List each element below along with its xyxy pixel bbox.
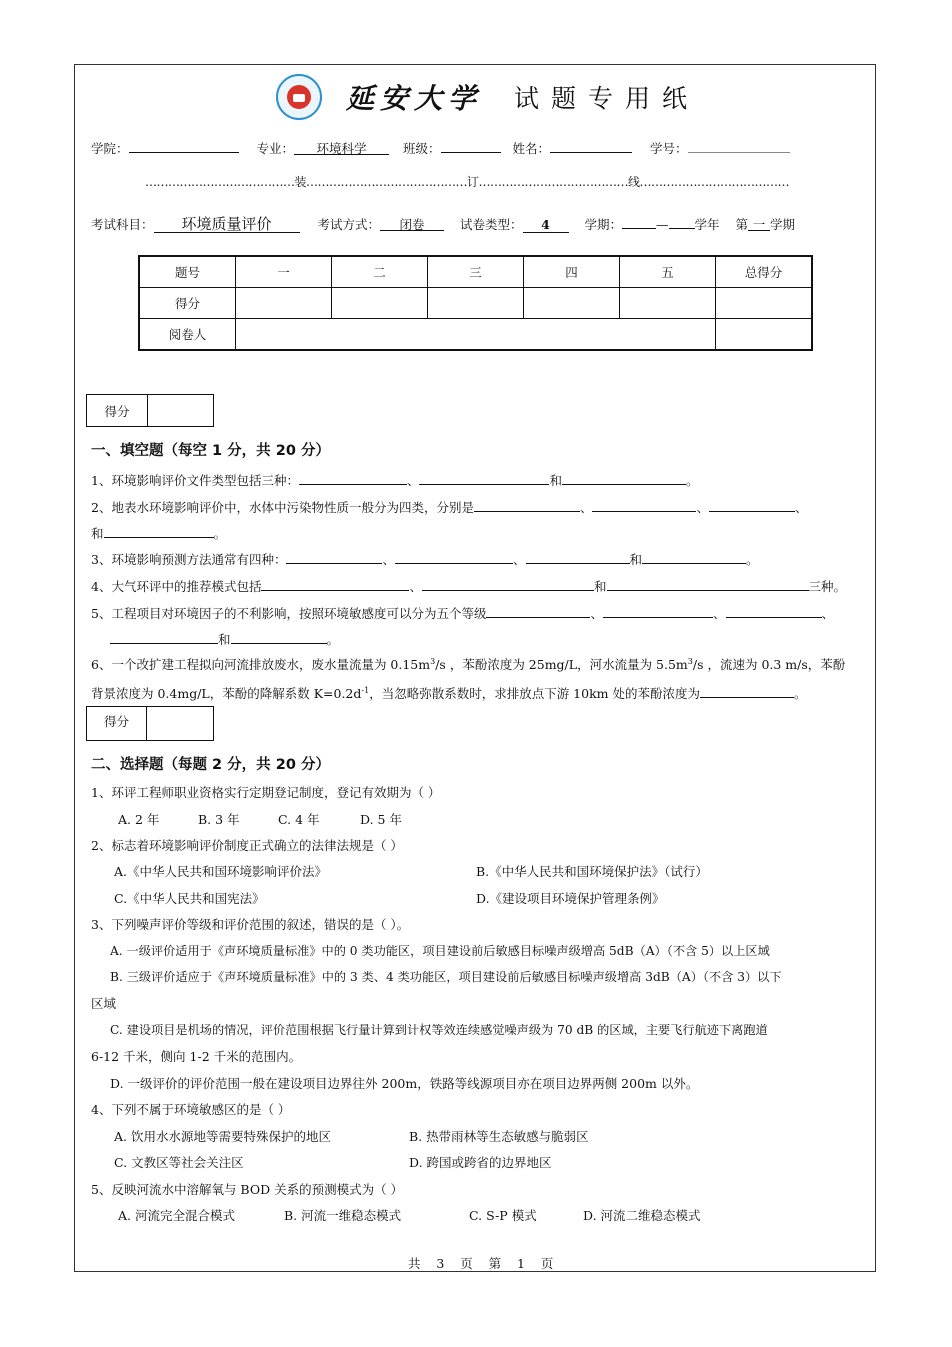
header-cell: 一 [236, 256, 332, 288]
score-table [138, 255, 813, 351]
option[interactable]: B. 三级评价适应于《声环境质量标准》中的 3 类、4 类功能区，项目建设前后敏感目标噪声级增高 3dB（A）（不含 3）以下 [110, 970, 782, 984]
term-year-start-field[interactable] [622, 213, 656, 229]
exam-info-row: 考试科目： 环境质量评价 考试方式： 闭卷 试卷类型： 4 学期： — 学年 第 一 学期 [91, 215, 796, 233]
subject-label: 考试科目： [91, 217, 154, 232]
score-box-label: 得分 [87, 395, 148, 426]
term-label: 学期： [584, 217, 623, 232]
blank[interactable] [486, 602, 590, 618]
university-logo-icon [276, 74, 322, 120]
choice-question-5: 5、反映河流水中溶解氧与 BOD 关系的预测模式为（ ） [91, 1182, 404, 1197]
option[interactable]: C.《中华人民共和国宪法》 [114, 891, 265, 906]
student-id-field[interactable] [688, 137, 790, 153]
student-id-label: 学号： [650, 141, 688, 156]
choice-question-2: 2、标志着环境影响评价制度正式确立的法律法规是（ ） [91, 838, 403, 853]
option[interactable]: A. 河流完全混合模式 [118, 1208, 235, 1223]
fill-question-1: 1、环境影响评价文件类型包括三种： 、 和 。 [91, 469, 699, 489]
subject-field: 环境质量评价 [154, 213, 300, 233]
blank[interactable] [110, 628, 218, 644]
choice-question-3: 3、下列噪声评价等级和评价范围的叙述，错误的是（ ）。 [91, 917, 410, 932]
score-cell[interactable] [620, 288, 716, 319]
option[interactable]: B. 热带雨林等生态敏感与脆弱区 [409, 1129, 589, 1144]
option[interactable]: B. 3 年 [198, 812, 240, 827]
fill-question-5-cont: 和 。 [110, 628, 339, 648]
grader-total-cell[interactable] [716, 319, 813, 351]
row-label: 阅卷人 [139, 319, 236, 351]
student-info-row [91, 137, 790, 157]
class-field[interactable] [441, 137, 501, 153]
total-score-cell[interactable] [716, 288, 813, 319]
blank[interactable] [419, 469, 549, 485]
option[interactable]: A. 饮用水水源地等需要特殊保护的地区 [114, 1129, 331, 1144]
score-box-field[interactable] [147, 707, 213, 740]
header-cell: 二 [332, 256, 428, 288]
fill-question-3: 3、环境影响预测方法通常有四种： 、 、 和 。 [91, 548, 759, 568]
name-field[interactable] [550, 137, 632, 153]
option-cont: 6-12 千米，侧向 1-2 千米的范围内。 [91, 1049, 302, 1064]
blank[interactable] [592, 496, 696, 512]
grader-cell[interactable] [236, 319, 716, 351]
score-cell[interactable] [428, 288, 524, 319]
blank[interactable] [607, 575, 809, 591]
section1-score-box [86, 394, 214, 427]
blank[interactable] [642, 548, 746, 564]
header-cell: 题号 [139, 256, 236, 288]
table-row [139, 319, 812, 351]
page-footer: 共 3 页 第 1 页 [408, 1256, 554, 1271]
score-cell[interactable] [524, 288, 620, 319]
section2-title: 二、选择题（每题 2 分，共 20 分） [91, 757, 330, 773]
blank[interactable] [395, 548, 513, 564]
choice-question-1: 1、环评工程师职业资格实行定期登记制度，登记有效期为（ ） [91, 785, 441, 800]
blank[interactable] [603, 602, 713, 618]
score-box-label: 得分 [87, 707, 147, 740]
blank[interactable] [261, 575, 409, 591]
blank[interactable] [700, 682, 794, 698]
term-year-end-field[interactable] [669, 213, 695, 229]
option[interactable]: A. 2 年 [118, 812, 160, 827]
option-cont: 区域 [91, 996, 117, 1011]
table-row [139, 288, 812, 319]
blank[interactable] [474, 496, 580, 512]
blank[interactable] [231, 628, 327, 644]
section1-title: 一、填空题（每空 1 分，共 20 分） [91, 443, 330, 459]
option[interactable]: D. 跨国或跨省的边界地区 [409, 1155, 552, 1170]
method-label: 考试方式： [317, 217, 381, 232]
option[interactable]: C. 建设项目是机场的情况，评价范围根据飞行量计算到计权等效连续感觉噪声级为 70 dB 的区域，主要飞行航迹下离跑道 [110, 1023, 768, 1037]
option[interactable]: B.《中华人民共和国环境保护法》（试行） [476, 864, 708, 879]
option[interactable]: D. 河流二维稳态模式 [583, 1208, 701, 1223]
blank[interactable] [726, 602, 822, 618]
option[interactable]: B. 河流一维稳态模式 [284, 1208, 402, 1223]
header-cell: 总得分 [716, 256, 813, 288]
option[interactable]: A.《中华人民共和国环境影响评价法》 [114, 864, 328, 879]
blank[interactable] [526, 548, 630, 564]
option[interactable]: D.《建设项目环境保护管理条例》 [476, 891, 665, 906]
paper-title: 试题专用纸 [514, 84, 700, 113]
choice-options-1 [118, 810, 402, 828]
fill-question-2-cont: 和 。 [91, 522, 226, 542]
college-field[interactable] [129, 137, 239, 153]
binding-line: …………………………………装……………………………………订…………………………………线………………………………… [145, 175, 790, 189]
table-row [139, 256, 812, 288]
university-name: 延安大学 [346, 82, 483, 115]
name-label: 姓名： [512, 141, 551, 156]
method-field: 闭卷 [380, 215, 444, 231]
blank[interactable] [104, 522, 214, 538]
term-field: 一 [748, 215, 770, 231]
option[interactable]: C. S-P 模式 [469, 1208, 537, 1223]
row-label: 得分 [139, 288, 236, 319]
major-field[interactable]: 环境科学 [294, 139, 389, 155]
header-cell: 三 [428, 256, 524, 288]
major-label: 专业： [256, 141, 295, 156]
score-cell[interactable] [332, 288, 428, 319]
paper-type-label: 试卷类型： [460, 217, 523, 232]
choice-question-4: 4、下列不属于环境敏感区的是（ ） [91, 1102, 291, 1117]
blank[interactable] [286, 548, 382, 564]
option[interactable]: C. 4 年 [278, 812, 320, 827]
score-box-field[interactable] [148, 395, 213, 426]
blank[interactable] [709, 496, 795, 512]
fill-question-5: 5、工程项目对环境因子的不利影响，按照环境敏感度可以分为五个等级 、 、 、 [91, 602, 834, 622]
header [276, 72, 699, 122]
blank[interactable] [299, 469, 407, 485]
option[interactable]: D. 5 年 [360, 812, 402, 827]
fill-question-2: 2、地表水环境影响评价中，水体中污染物性质一般分为四类，分别是 、 、 、 [91, 496, 808, 516]
option[interactable]: D. 一级评价的评价范围一般在建设项目边界往外 200m，铁路等线源项目亦在项目边界两侧 200m 以外。 [110, 1076, 699, 1091]
fill-question-6: 6、一个改扩建工程拟向河流排放废水，废水量流量为 $0.15m^3/s$ ，苯酚浓度为 25mg/L，河水流量为 $5.5m^3/s$ ，流速为 0.3 m/s，苯酚 [91, 656, 846, 672]
fill-question-6-cont: 背景浓度为 0.4mg/L，苯酚的降解系数 $K=0.2d^{-1}$，当忽略弥散系数时，求排放点下游 10km 处的苯酚浓度为 。 [91, 682, 806, 702]
score-cell[interactable] [236, 288, 332, 319]
college-label: 学院： [91, 141, 129, 156]
header-cell: 四 [524, 256, 620, 288]
blank[interactable] [422, 575, 594, 591]
paper-type-field: 4 [523, 217, 569, 233]
option[interactable]: A. 一级评价适用于《声环境质量标准》中的 0 类功能区，项目建设前后敏感目标噪声级增高 5dB（A）（不含 5）以上区域 [110, 944, 770, 958]
blank[interactable] [562, 469, 686, 485]
fill-question-4: 4、大气环评中的推荐模式包括 、 和 三种。 [91, 575, 846, 595]
class-label: 班级： [403, 141, 441, 156]
option[interactable]: C. 文教区等社会关注区 [114, 1155, 244, 1170]
section2-score-box [86, 706, 214, 741]
header-cell: 五 [620, 256, 716, 288]
